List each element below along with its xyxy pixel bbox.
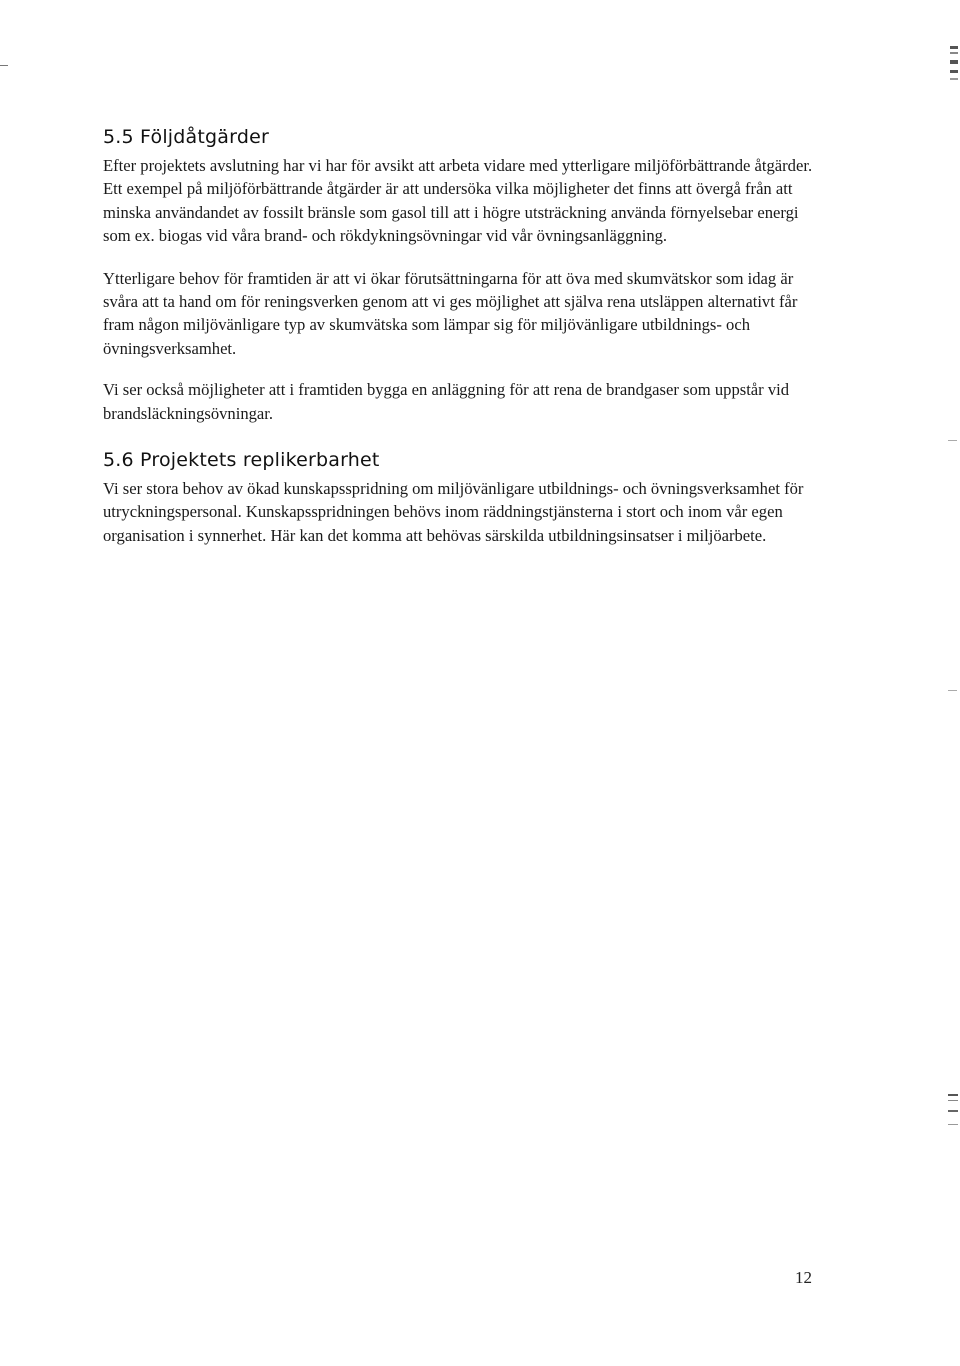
section-paragraph: Vi ser också möjligheter att i framtiden bygga en anläggning för att rena de brandgaser som uppstår vid brandsläckningsövningar. [103,380,790,423]
section-heading-5-6: 5.6 Projektets replikerbarhet [103,449,380,472]
scan-edge-artifact [938,0,960,1366]
section-heading-5-5: 5.5 Följdåtgärder [103,126,269,148]
section-paragraph: Efter projektets avslutning har vi har för avsikt att arbeta vidare med ytterligare miljöförbättrande åtgärder. Ett exempel på miljöförbättrande åtgärder är att undersöka vilka möjligheter det finns att övergå från att minska användandet av fossilt bränsle som gasol till att i högre utsträckning använda förnyelsebar energi som ex. biogas vid våra brand- och rökdykningsövningar vid vår övningsanläggning. [103,156,813,246]
page-content [103,126,815,565]
section-paragraph: Ytterligare behov för framtiden är att vi ökar förutsättningarna för att öva med skumvätskor som idag är svåra att ta hand om för reningsverken genom att vi ges möjlighet att själva rena utsläppen alternativt får fram någon miljövänligare typ av skumvätska som lämpar sig för miljövänligare utbildnings- och övningsverksamhet. [103,268,798,358]
page-number: 12 [795,1268,812,1287]
section-paragraph: Vi ser stora behov av ökad kunskapsspridning om miljövänligare utbildnings- och övningsverksamhet för utryckningspersonal. Kunskapsspridningen behövs inom räddningstjänsterna i stort och inom vår egen organisation i synnerhet. Här kan det komma att behövas särskilda utbildningsinsatser i miljöarbete. [103,479,804,545]
scan-mark [0,65,8,66]
